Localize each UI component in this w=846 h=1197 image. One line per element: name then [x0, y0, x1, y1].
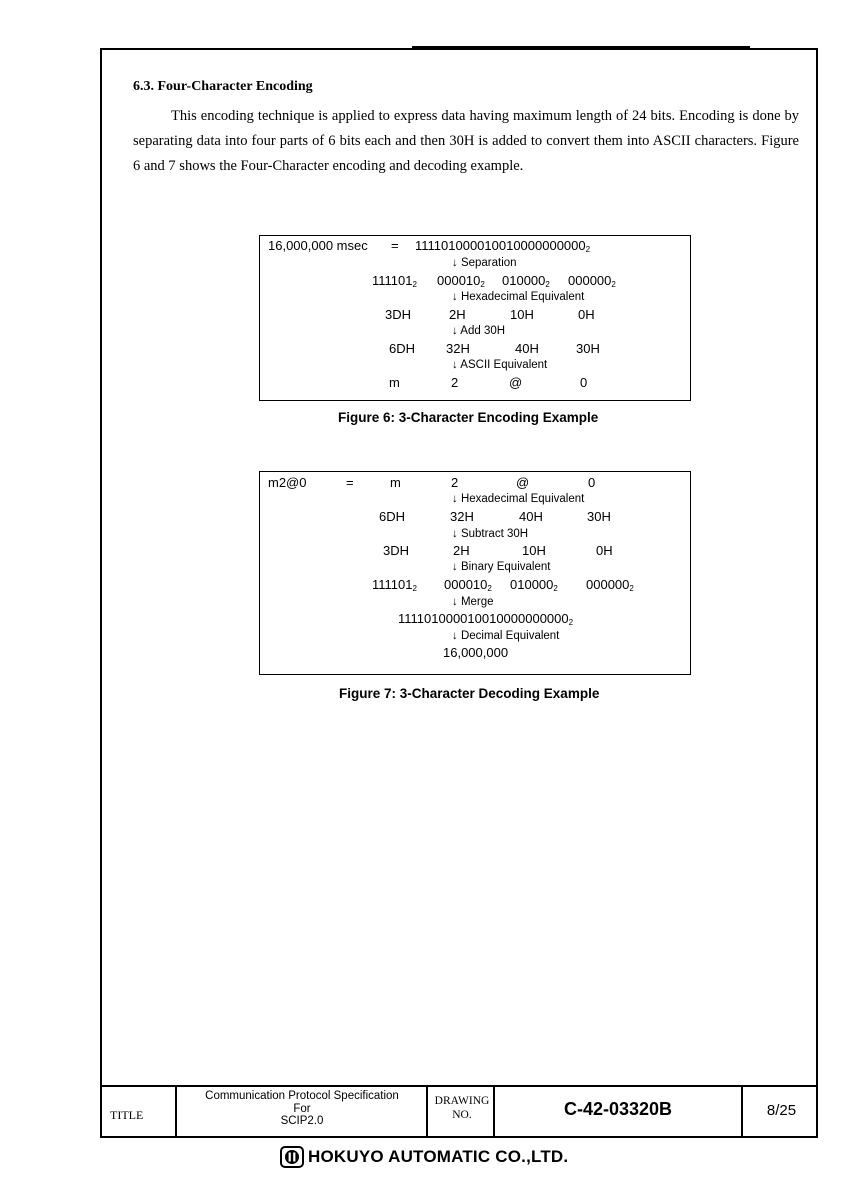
decoding-sub: 2H [453, 543, 470, 558]
encoding-input: 16,000,000 msec [268, 238, 368, 253]
base-subscript: 2 [585, 245, 591, 254]
decoding-char: 2 [451, 475, 459, 490]
decoding-sub: 0H [596, 543, 613, 558]
section-heading: 6.3. Four-Character Encoding [133, 79, 313, 94]
drawing-number: C-42-03320B [563, 1099, 673, 1119]
decoding-step-hex: ↓ Hexadecimal Equivalent [452, 493, 585, 505]
encoding-part: $111101_2$ [372, 273, 417, 289]
decoding-char: @ [516, 475, 530, 490]
title-label: TITLE [110, 1108, 144, 1122]
decoding-part: $111101_2$ [372, 577, 417, 593]
decoding-step-decimal: ↓ Decimal Equivalent [452, 630, 560, 642]
decoding-input: m2@0 [268, 475, 307, 490]
title-block-top-rule [100, 1085, 818, 1087]
encoding-equals: = [391, 238, 399, 253]
document-title-line: Communication Protocol Specification [205, 1090, 399, 1102]
decoding-char: 0 [588, 475, 596, 490]
hokuyo-logo-icon [280, 1146, 304, 1168]
company-name: HOKUYO AUTOMATIC CO.,LTD. [308, 1147, 569, 1166]
encoding-hex: 0H [578, 307, 595, 322]
decoding-part: $000000_2$ [586, 577, 634, 593]
encoding-hex: 2H [449, 307, 466, 322]
encoding-hex: 3DH [385, 307, 412, 322]
encoding-part: $000000_2$ [568, 273, 616, 289]
title-block-divider [741, 1085, 743, 1138]
drawing-no-label [430, 1094, 494, 1122]
encoding-binary-digits: 111101000010010000000000 [415, 238, 586, 253]
encoding-added: 6DH [389, 341, 416, 356]
encoding-step-separation: ↓ Separation [452, 257, 517, 269]
encoding-step-add: ↓ Add 30H [452, 325, 506, 337]
encoding-added: 40H [515, 341, 539, 356]
decoding-hex: 32H [450, 509, 474, 524]
decoding-part: $010000_2$ [510, 577, 558, 593]
decoding-step-binary: ↓ Binary Equivalent [452, 561, 551, 573]
decoding-step-merge: ↓ Merge [452, 596, 494, 608]
document-title-line: For [293, 1102, 311, 1115]
encoding-ascii: 0 [580, 375, 588, 390]
title-block [100, 1085, 818, 1138]
encoding-ascii: 2 [451, 375, 459, 390]
encoding-added: 30H [576, 341, 600, 356]
encoding-added: 32H [446, 341, 470, 356]
decoding-sub: 10H [522, 543, 546, 558]
page-number: 8/25 [766, 1102, 797, 1119]
figure-6-caption: Figure 6: 3-Character Encoding Example [338, 410, 599, 425]
encoding-part: $000010_2$ [437, 273, 485, 289]
drawing-label-line: DRAWING [434, 1095, 490, 1107]
drawing-label-line: NO. [452, 1109, 472, 1121]
encoding-part: $010000_2$ [502, 273, 550, 289]
decoding-equals: = [346, 475, 354, 490]
document-title [177, 1090, 427, 1128]
section-paragraph [133, 104, 799, 179]
top-rule [412, 46, 750, 48]
document-title-line: SCIP2.0 [280, 1115, 324, 1127]
decoding-step-subtract: ↓ Subtract 30H [452, 528, 529, 540]
encoding-ascii: m [389, 375, 400, 390]
paragraph-text: This encoding technique is applied to express data having maximum length of 24 bits. Encoding is done by separating data into four parts of 6 bits each and then 30H is added to convert them into ASCII characters. Figure 6 and 7 shows the Four-Character encoding and decoding example. [133, 108, 799, 174]
decoding-hex: 6DH [379, 509, 406, 524]
decoding-decimal: 16,000,000 [443, 645, 509, 660]
encoding-ascii: @ [509, 375, 523, 390]
decoding-hex: 40H [519, 509, 543, 524]
decoding-merged: $111101000010010000000000_2$ [398, 611, 574, 627]
encoding-step-hex: ↓ Hexadecimal Equivalent [452, 291, 585, 303]
decoding-part: $000010_2$ [444, 577, 492, 593]
encoding-hex: 10H [510, 307, 534, 322]
company-logo [278, 1145, 588, 1169]
decoding-sub: 3DH [383, 543, 410, 558]
encoding-binary [415, 238, 590, 257]
encoding-step-ascii: ↓ ASCII Equivalent [452, 359, 548, 371]
decoding-char: m [390, 475, 401, 490]
figure-7-caption: Figure 7: 3-Character Decoding Example [339, 686, 600, 701]
decoding-hex: 30H [587, 509, 611, 524]
